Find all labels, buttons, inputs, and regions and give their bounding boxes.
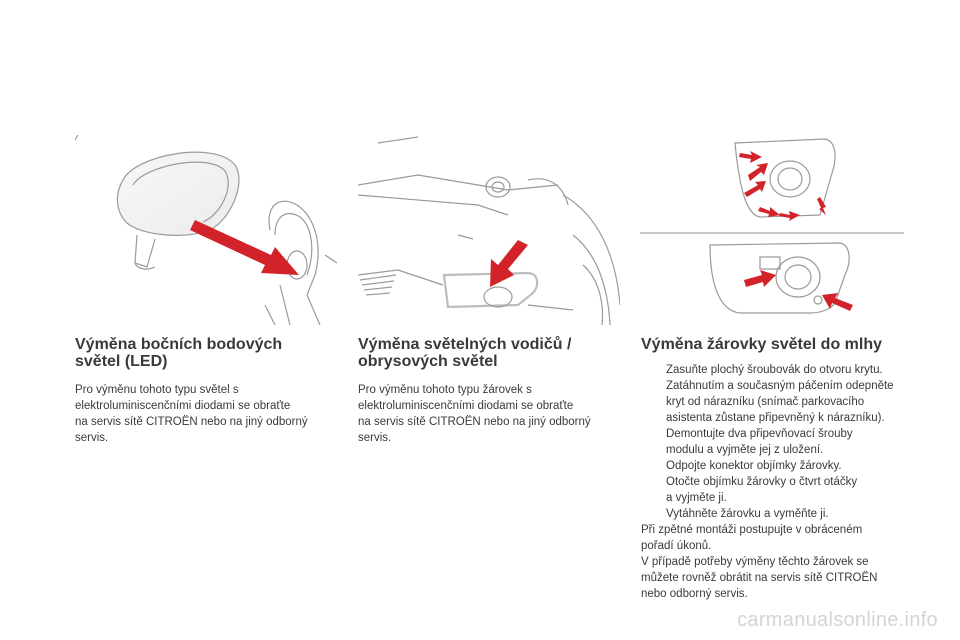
footer-line: V případě potřeby výměny těchto žárovek se xyxy=(641,556,869,568)
body-line: elektroluminiscenčními diodami se obraťte xyxy=(75,400,291,412)
arrow-icon xyxy=(748,163,768,181)
arrow-icon xyxy=(490,240,528,287)
section-body xyxy=(358,382,628,446)
arrow-icon xyxy=(744,181,766,197)
heading-line: obrysových světel xyxy=(358,353,498,370)
heading-line: Výměna bočních bodových xyxy=(75,336,283,353)
footer-line: nebo odborný servis. xyxy=(641,588,748,600)
body-line: na servis sítě CITROËN nebo na jiný odborný xyxy=(358,416,591,428)
section-light-guides xyxy=(358,336,628,446)
heading-line: světel (LED) xyxy=(75,353,168,370)
steps-list xyxy=(641,362,916,522)
step-line: Zatáhnutím a současným páčením odepněte xyxy=(666,380,894,392)
section-footer xyxy=(641,522,916,602)
body-line: Pro výměnu tohoto typu světel s xyxy=(75,384,239,396)
step-line: Otočte objímku žárovky o čtvrt otáčky xyxy=(666,476,858,488)
list-item xyxy=(641,506,916,522)
step-line: a vyjměte ji. xyxy=(666,492,727,504)
arrow-icon xyxy=(744,270,776,287)
section-mirror-led xyxy=(75,336,345,446)
body-line: na servis sítě CITROËN nebo na jiný odborný xyxy=(75,416,308,428)
list-item xyxy=(641,378,916,426)
section-heading xyxy=(75,336,345,370)
fog-lamp-arrows xyxy=(739,151,853,311)
list-item xyxy=(641,362,916,378)
section-heading xyxy=(358,336,628,370)
footer-line: pořadí úkonů. xyxy=(641,540,712,552)
step-line: kryt od nárazníku (snímač parkovacího xyxy=(666,396,865,408)
list-item xyxy=(641,426,916,458)
step-line: asistenta zůstane připevněný k nárazníku). xyxy=(666,412,885,424)
heading-line: Výměna světelných vodičů / xyxy=(358,336,572,353)
section-heading: Výměna žárovky světel do mlhy xyxy=(641,336,882,353)
arrow-icon xyxy=(190,220,299,275)
footer-line: Při zpětné montáži postupujte v obráceném xyxy=(641,524,863,536)
body-line: servis. xyxy=(75,432,109,444)
section-body xyxy=(75,382,345,446)
step-line: Zasuňte plochý šroubovák do otvoru krytu. xyxy=(666,364,883,376)
step-line: Vytáhněte žárovku a vyměňte ji. xyxy=(666,508,829,520)
arrow-icon xyxy=(758,207,780,217)
section-fog-lamp xyxy=(641,336,916,602)
arrow-icon xyxy=(739,151,762,163)
list-item xyxy=(641,458,916,474)
body-line: Pro výměnu tohoto typu žárovek s xyxy=(358,384,532,396)
step-line: Demontujte dva připevňovací šrouby xyxy=(666,428,853,440)
body-line: elektroluminiscenčními diodami se obraťte xyxy=(358,400,574,412)
step-line: modulu a vyjměte jej z uložení. xyxy=(666,444,824,456)
footer-line: můžete rovněž obrátit na servis sítě CITROËN xyxy=(641,572,878,584)
step-line: Odpojte konektor objímky žárovky. xyxy=(666,460,842,472)
list-item xyxy=(641,474,916,506)
mirror-led-illustration xyxy=(75,135,337,325)
light-guide-illustration xyxy=(358,135,620,325)
body-line: servis. xyxy=(358,432,392,444)
bumper-line-art xyxy=(358,137,620,325)
arrow-icon xyxy=(779,211,800,221)
watermark: carmanualsonline.info xyxy=(737,609,938,631)
fog-lamp-illustration xyxy=(640,135,904,325)
